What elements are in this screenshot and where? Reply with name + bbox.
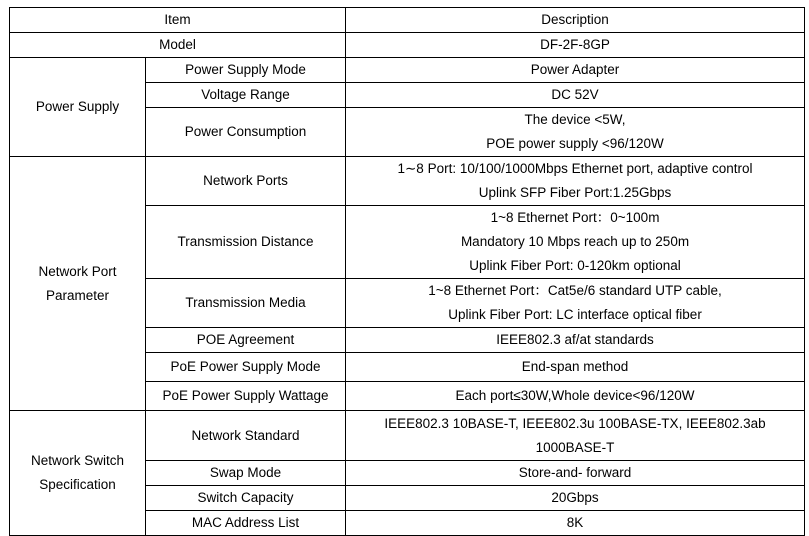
mac-address-list-value: 8K (346, 511, 805, 536)
transmission-media-line: 1~8 Ethernet Port：Cat5e/6 standard UTP cable, (428, 283, 722, 298)
transmission-distance-value (346, 206, 805, 279)
power-consumption-value (346, 108, 805, 157)
mac-address-list-label: MAC Address List (146, 511, 346, 536)
table-header-row (10, 8, 805, 33)
power-consumption-line: The device <5W, (524, 112, 626, 127)
power-consumption-label: Power Consumption (146, 108, 346, 157)
power-supply-mode-value: Power Adapter (346, 58, 805, 83)
group-network-port (10, 157, 146, 411)
power-consumption-line: POE power supply <96/120W (486, 136, 664, 151)
swap-mode-value: Store-and- forward (346, 461, 805, 486)
network-standard-value (346, 411, 805, 461)
poe-agreement-value: IEEE802.3 af/at standards (346, 328, 805, 353)
transmission-distance-label: Transmission Distance (146, 206, 346, 279)
poe-agreement-label: POE Agreement (146, 328, 346, 353)
transmission-distance-line: Uplink Fiber Port: 0-120km optional (469, 258, 681, 273)
network-standard-label: Network Standard (146, 411, 346, 461)
voltage-range-label: Voltage Range (146, 83, 346, 108)
power-supply-mode-label: Power Supply Mode (146, 58, 346, 83)
group-network-port-line: Parameter (45, 287, 110, 303)
network-standard-line: IEEE802.3 10BASE-T, IEEE802.3u 100BASE-TX, IEEE802.3ab (384, 415, 766, 431)
poe-wattage-value: Each port≤30W,Whole device<96/120W (346, 382, 805, 411)
network-ports-line: Uplink SFP Fiber Port:1.25Gbps (478, 185, 672, 200)
table-row (10, 411, 805, 461)
network-ports-label: Network Ports (146, 157, 346, 206)
table-row (10, 157, 805, 206)
poe-wattage-label: PoE Power Supply Wattage (146, 382, 346, 411)
group-network-switch (10, 411, 146, 536)
transmission-media-line: Uplink Fiber Port: LC interface optical fiber (448, 307, 702, 322)
voltage-range-value: DC 52V (346, 83, 805, 108)
network-ports-value (346, 157, 805, 206)
group-network-switch-line: Network Switch (30, 453, 125, 468)
transmission-distance-line: Mandatory 10 Mbps reach up to 250m (460, 234, 690, 249)
header-description: Description (346, 8, 805, 33)
table-row (10, 33, 805, 58)
transmission-media-value (346, 279, 805, 328)
group-network-switch-line: Specification (39, 477, 116, 492)
poe-mode-value: End-span method (346, 353, 805, 382)
spec-table (9, 7, 805, 536)
transmission-distance-line: 1~8 Ethernet Port：0~100m (490, 210, 660, 225)
poe-mode-label: PoE Power Supply Mode (146, 353, 346, 382)
switch-capacity-label: Switch Capacity (146, 486, 346, 511)
header-item: Item (10, 8, 346, 33)
group-network-port-line: Network Port (38, 263, 117, 279)
network-standard-line: 1000BASE-T (535, 439, 615, 455)
network-ports-line: 1∼8 Port: 10/100/1000Mbps Ethernet port, adaptive control (397, 161, 753, 176)
transmission-media-label: Transmission Media (146, 279, 346, 328)
switch-capacity-value: 20Gbps (346, 486, 805, 511)
model-value: DF-2F-8GP (346, 33, 805, 58)
group-power-supply: Power Supply (10, 58, 146, 157)
swap-mode-label: Swap Mode (146, 461, 346, 486)
table-row (10, 58, 805, 83)
model-label: Model (10, 33, 346, 58)
